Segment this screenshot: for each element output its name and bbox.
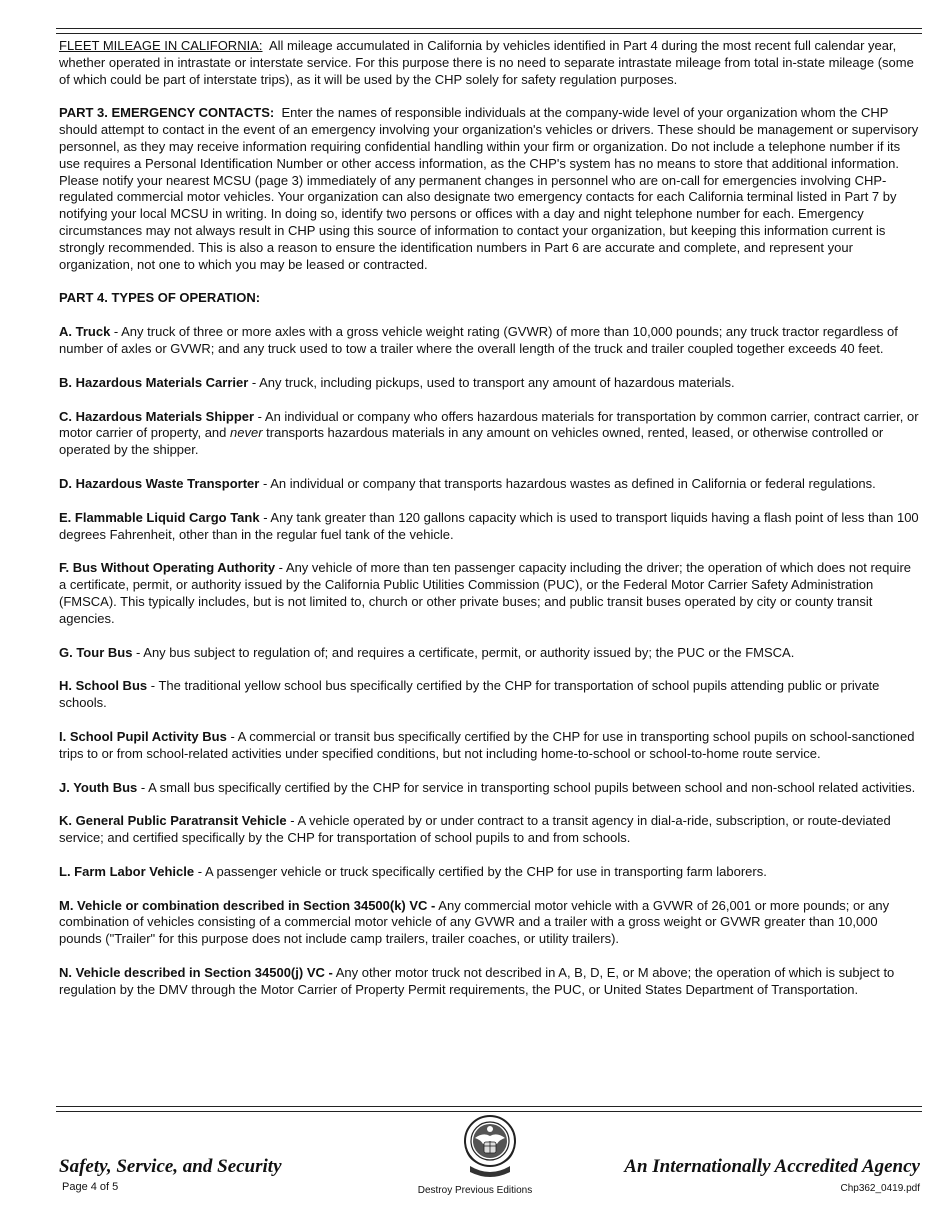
operation-type-item: K. General Public Paratransit Vehicle - A vehicle operated by or under contract to a transit agency in dial-a-ride, subscription, or route-deviated service; and certified specifically by the CHP for transportation of school pupils to and from schools. bbox=[59, 813, 891, 846]
operation-type-item: H. School Bus - The traditional yellow school bus specifically certified by the CHP for transportation of school pupils attending public or private schools. bbox=[59, 678, 880, 711]
operation-description-cont: transports hazardous materials in any amount on vehicles owned, rented, leased, or otherwise controlled or operated by the shipper. bbox=[59, 425, 884, 458]
destroy-notice: Destroy Previous Editions bbox=[417, 1185, 533, 1196]
operation-type-item bbox=[59, 965, 921, 999]
operation-type-item: F. Bus Without Operating Authority - Any vehicle of more than ten passenger capacity including the driver; the operation of which does not require a certificate, permit, or authority issued by the California Public Utilities Commission (PUC), or the Federal Motor Carrier Safety Administration (FMSCA). This typically includes, but is not limited to, church or other private buses; and public transit buses operated by city or county transit agencies. bbox=[59, 560, 911, 626]
fleet-mileage-heading: FLEET MILEAGE IN CALIFORNIA: bbox=[59, 38, 263, 53]
operation-description: A vehicle operated by or under contract to a transit agency in dial-a-ride, subscription, or route-deviated service; and certified specifically by the CHP for transportation of school pupils to and from schools. bbox=[59, 813, 891, 846]
bottom-rule bbox=[56, 1106, 922, 1112]
operation-type-item: E. Flammable Liquid Cargo Tank - Any tank greater than 120 gallons capacity which is used to transport liquids having a flash point of less than 100 degrees Fahrenheit, other than in the regular fuel tank of the vehicle. bbox=[59, 509, 919, 542]
operation-type-item: L. Farm Labor Vehicle - A passenger vehicle or truck specifically certified by the CHP for use in transporting farm laborers. bbox=[59, 863, 767, 879]
operation-description: Any tank greater than 120 gallons capacity which is used to transport liquids having a flash point of less than 100 degrees Fahrenheit, other than in the regular fuel tank of the vehicle. bbox=[59, 509, 919, 542]
operation-description: A passenger vehicle or truck specifically certified by the CHP for use in transporting farm laborers. bbox=[204, 863, 767, 879]
operation-emphasis: never bbox=[230, 425, 263, 441]
operation-description: Any truck of three or more axles with a gross vehicle weight rating (GVWR) of more than 10,000 pounds; any truck tractor regardless of number of axles or GVWR; and any truck used to tow a trailer where the overall length of the truck and trailer coupled together exceeds 40 feet. bbox=[59, 324, 898, 356]
operation-term: D. Hazardous Waste Transporter bbox=[59, 475, 260, 491]
operation-term: E. Flammable Liquid Cargo Tank bbox=[59, 509, 260, 525]
operation-type-item: I. School Pupil Activity Bus - A commercial or transit bus specifically certified by the CHP for use in transporting school pupils on school-sanctioned trips to or from school-related activities under specified conditions, but not including home-to-school or school-to-home route service. bbox=[59, 728, 915, 761]
operation-term: K. General Public Paratransit Vehicle bbox=[59, 813, 287, 829]
operation-term: I. School Pupil Activity Bus bbox=[59, 728, 227, 744]
operation-type-item: A. Truck - Any truck of three or more axles with a gross vehicle weight rating (GVWR) of more than 10,000 pounds; any truck tractor regardless of number of axles or GVWR; and any truck used to tow a trailer where the overall length of the truck and trailer coupled together exceeds 40 feet. bbox=[59, 324, 898, 356]
operation-type-item: G. Tour Bus - Any bus subject to regulation of; and requires a certificate, permit, or authority issued by; the PUC or the FMSCA. bbox=[59, 644, 795, 660]
operation-description: A commercial or transit bus specifically certified by the CHP for use in transporting school pupils on school-sanctioned trips to or from school-related activities under specified conditions, but not including home-to-school or school-to-home route service. bbox=[59, 728, 915, 761]
operation-description: Any commercial motor vehicle with a GVWR of 26,001 or more pounds; or any combination of vehicles consisting of a commercial motor vehicle of any GVWR and a trailer with a gross weight or GVWR greater than 10,000 pounds ("Trailer" for this purpose does not include camp trailers, trailer coaches, or utility trailers). bbox=[59, 897, 890, 947]
operation-term: N. Vehicle described in Section 34500(j) VC - bbox=[59, 965, 333, 981]
part3-heading: PART 3. EMERGENCY CONTACTS: bbox=[59, 105, 275, 121]
operation-type-item bbox=[59, 898, 921, 948]
operation-description: The traditional yellow school bus specifically certified by the CHP for transportation of school pupils attending public or private schools. bbox=[59, 678, 880, 711]
operation-term: B. Hazardous Materials Carrier bbox=[59, 374, 249, 390]
operation-term: L. Farm Labor Vehicle bbox=[59, 863, 195, 879]
page-number: Page 4 of 5 bbox=[62, 1181, 119, 1193]
operation-description: Any truck, including pickups, used to transport any amount of hazardous materials. bbox=[259, 374, 735, 390]
calea-accreditation-seal-icon bbox=[461, 1114, 519, 1182]
operation-description: An individual or company who offers hazardous materials for transportation by common carrier, contract carrier, or motor carrier of property, and bbox=[59, 408, 919, 441]
operation-term: M. Vehicle or combination described in Section 34500(k) VC - bbox=[59, 897, 436, 913]
operation-type-item: J. Youth Bus - A small bus specifically certified by the CHP for service in transporting school pupils between school and non-school related activities. bbox=[59, 779, 916, 795]
operation-description: Any bus subject to regulation of; and requires a certificate, permit, or authority issued by; the PUC or the FMSCA. bbox=[143, 644, 795, 660]
fleet-mileage-paragraph bbox=[59, 38, 921, 88]
part3-text: Enter the names of responsible individuals at the company-wide level of your organization whom the CHP should attempt to contact in the event of an emergency involving your organization's vehicles or drivers. These should be management or supervisory personnel, as they may receive information requiring confidential handling within your firm or organization. Do not include a telephone number if its use requires a Personal Identification Number or other access information, as the CHP's system has no means to store that additional information. Please notify your nearest MCSU (page 3) immediately of any permanent changes in personnel who are on-call for emergencies involving CHP-regulated commercial motor vehicles. Your organization can also designate two emergency contacts for each California terminal listed in Part 7 by notifying your local MCSU in writing. In doing so, identify two persons or offices with a day and night telephone number for each. Emergency circumstances may not always result in CHP using this source of information to contact your organization, but keeping this information current is strongly recommended. This is also a reason to ensure the identification numbers in Part 6 are accurate and complete, and represent your organization, not one to which you may be leased or contracted. bbox=[59, 105, 919, 272]
operation-description: An individual or company that transports hazardous wastes as defined in California or federal regulations. bbox=[270, 475, 876, 491]
document-body bbox=[59, 38, 921, 1016]
fleet-mileage-text: All mileage accumulated in California by vehicles identified in Part 4 during the most recent full calendar year, whether operated in intrastate or interstate service. For this purpose there is no need to separate intrastate mileage from total in-state mileage (some of which could be part of interstate trips), as it will be used by the CHP solely for safety regulation purposes. bbox=[59, 38, 914, 87]
operation-type-item: C. Hazardous Materials Shipper - An individual or company who offers hazardous materials for transportation by common carrier, contract carrier, or motor carrier of property, and never transports hazardous materials in any amount on vehicles owned, rented, leased, or otherwise controlled or operated by the shipper. bbox=[59, 408, 919, 458]
part4-heading: PART 4. TYPES OF OPERATION: bbox=[59, 290, 261, 306]
part3-paragraph bbox=[59, 105, 921, 273]
form-id: Chp362_0419.pdf bbox=[840, 1183, 920, 1194]
top-rule bbox=[56, 28, 922, 34]
operation-term: F. Bus Without Operating Authority bbox=[59, 560, 276, 576]
operation-term: H. School Bus bbox=[59, 678, 148, 694]
footer-accreditation: An Internationally Accredited Agency bbox=[624, 1156, 920, 1177]
part4-heading-paragraph bbox=[59, 290, 921, 307]
operation-description: A small bus specifically certified by the CHP for service in transporting school pupils between school and non-school related activities. bbox=[148, 779, 916, 795]
operation-term: A. Truck bbox=[59, 324, 111, 340]
operation-description: Any other motor truck not described in A, B, D, E, or M above; the operation of which is subject to regulation by the DMV through the Motor Carrier of Property Permit requirements, the PUC, or United States Department of Transportation. bbox=[59, 965, 895, 997]
operation-term: J. Youth Bus bbox=[59, 779, 138, 795]
operation-description: Any vehicle of more than ten passenger capacity including the driver; the operation of which does not require a certificate, permit, or authority issued by the California Public Utilities Commission (PUC), or the Federal Motor Carrier Safety Administration (FMSCA). This typically includes, but is not limited to, church or other private buses; and public transit buses operated by city or county transit agencies. bbox=[59, 560, 911, 626]
operation-term: G. Tour Bus bbox=[59, 644, 133, 660]
footer-motto: Safety, Service, and Security bbox=[59, 1156, 282, 1177]
operation-type-item: D. Hazardous Waste Transporter - An individual or company that transports hazardous wastes as defined in California or federal regulations. bbox=[59, 475, 876, 491]
operation-type-item: B. Hazardous Materials Carrier - Any truck, including pickups, used to transport any amount of hazardous materials. bbox=[59, 374, 735, 390]
operation-term: C. Hazardous Materials Shipper bbox=[59, 408, 255, 424]
